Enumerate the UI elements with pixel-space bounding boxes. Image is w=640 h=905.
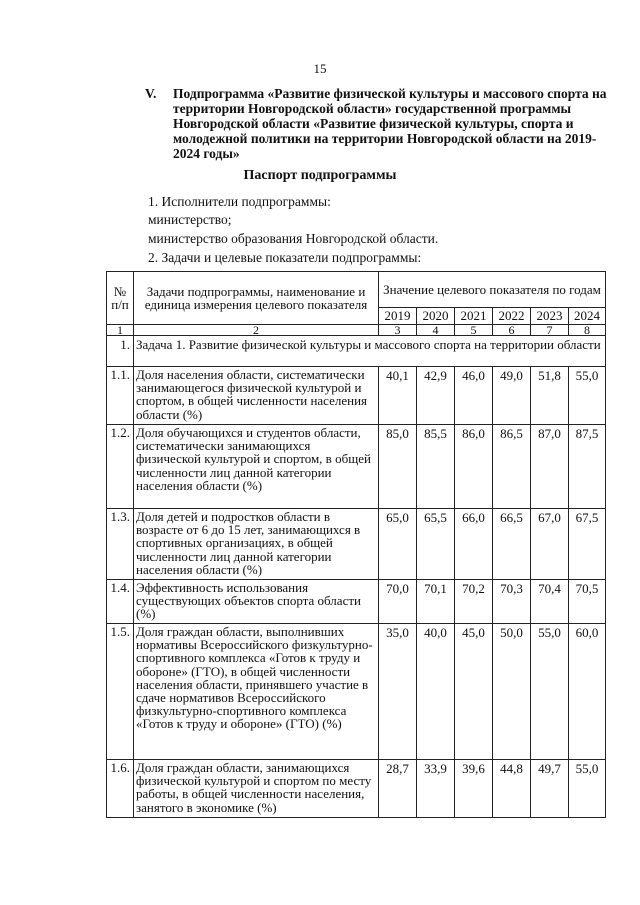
table-row (107, 580, 606, 624)
row-value: 65,0 (379, 509, 417, 580)
row-value: 55,0 (531, 624, 569, 760)
table-row (107, 624, 606, 760)
header-num: № п/п (107, 272, 134, 325)
column-index: 7 (531, 325, 569, 336)
row-value: 67,5 (569, 509, 606, 580)
row-text: Доля граждан области, занимающихся физической культурой и спортом по месту работы, в общей численности населения, занятого в экономике (%) (134, 760, 379, 818)
passport-title: Паспорт подпрограммы (243, 168, 397, 183)
header-year: 2021 (455, 308, 493, 325)
section-number: V. (145, 86, 157, 101)
row-value: 70,2 (455, 580, 493, 624)
header-value: Значение целевого показателя по годам (379, 272, 606, 308)
row-text: Доля обучающихся и студентов области, систематически занимающихся физической культурой и спортом, в общей численности лиц данной категории населения области (%) (134, 425, 379, 509)
row-value: 87,0 (531, 425, 569, 509)
header-year: 2023 (531, 308, 569, 325)
row-value: 28,7 (379, 760, 417, 818)
row-value: 70,3 (493, 580, 531, 624)
section-heading (145, 86, 610, 161)
row-text: Доля граждан области, выполнивших нормативы Всероссийского физкультурно-спортивного комплекса «Готов к труду и обороне» (ГТО), в общей численности населения области, принявшего участие в сдаче нормативов Всероссийского физкультурно-спортивного комплекса «Готов к труду и обороне» (ГТО) (%) (134, 624, 379, 760)
column-index: 4 (417, 325, 455, 336)
table-row (107, 367, 606, 425)
row-value: 35,0 (379, 624, 417, 760)
row-num: 1.1. (107, 367, 134, 425)
executor-ministry: министерство; (148, 212, 232, 227)
row-num: 1.6. (107, 760, 134, 818)
row-value: 55,0 (569, 760, 606, 818)
row-text: Доля населения области, систематически занимающегося физической культурой и спортом, в общей численности населения области (%) (134, 367, 379, 425)
row-value: 86,0 (455, 425, 493, 509)
row-text: Эффективность использования существующих объектов спорта области (%) (134, 580, 379, 624)
column-index: 2 (134, 325, 379, 336)
row-value: 33,9 (417, 760, 455, 818)
row-value: 42,9 (417, 367, 455, 425)
header-year: 2019 (379, 308, 417, 325)
row-value: 46,0 (455, 367, 493, 425)
row-value: 44,8 (493, 760, 531, 818)
row-value: 65,5 (417, 509, 455, 580)
indicators-table (106, 271, 606, 818)
row-num: 1.3. (107, 509, 134, 580)
column-index: 5 (455, 325, 493, 336)
row-value: 66,5 (493, 509, 531, 580)
row-value: 67,0 (531, 509, 569, 580)
row-value: 66,0 (455, 509, 493, 580)
row-num: 1.2. (107, 425, 134, 509)
column-index: 3 (379, 325, 417, 336)
section-title: Подпрограмма «Развитие физической культуры и массового спорта на территории Новгородской области» государственной программы Новгородской области «Развитие физической культуры, спорта и молодежной политики на территории Новгородской области на 2019-2024 годы» (173, 86, 607, 161)
row-text: Доля детей и подростков области в возрасте от 6 до 15 лет, занимающихся в спортивных организациях, в общей численности лиц данной категории населения области (%) (134, 509, 379, 580)
task-num: 1. (107, 336, 134, 367)
row-value: 45,0 (455, 624, 493, 760)
header-year: 2024 (569, 308, 606, 325)
header-year: 2020 (417, 308, 455, 325)
page-number: 15 (313, 61, 327, 76)
row-value: 51,8 (531, 367, 569, 425)
row-value: 40,0 (417, 624, 455, 760)
tasks-label: 2. Задачи и целевые показатели подпрограммы: (148, 250, 422, 265)
table-row (107, 760, 606, 818)
row-value: 50,0 (493, 624, 531, 760)
task-text: Задача 1. Развитие физической культуры и массового спорта на территории области (134, 336, 606, 367)
task-row (107, 336, 606, 367)
row-num: 1.4. (107, 580, 134, 624)
row-value: 70,5 (569, 580, 606, 624)
table-row (107, 509, 606, 580)
row-value: 70,0 (379, 580, 417, 624)
row-value: 86,5 (493, 425, 531, 509)
column-index: 1 (107, 325, 134, 336)
row-value: 85,0 (379, 425, 417, 509)
table-row (107, 425, 606, 509)
row-value: 70,4 (531, 580, 569, 624)
row-value: 60,0 (569, 624, 606, 760)
row-value: 55,0 (569, 367, 606, 425)
row-value: 49,0 (493, 367, 531, 425)
row-value: 85,5 (417, 425, 455, 509)
row-value: 40,1 (379, 367, 417, 425)
header-year: 2022 (493, 308, 531, 325)
row-num: 1.5. (107, 624, 134, 760)
column-index: 8 (569, 325, 606, 336)
row-value: 39,6 (455, 760, 493, 818)
executors-label: 1. Исполнители подпрограммы: (148, 194, 331, 209)
row-value: 87,5 (569, 425, 606, 509)
header-task: Задачи подпрограммы, наименование и единица измерения целевого показателя (134, 272, 379, 325)
row-value: 49,7 (531, 760, 569, 818)
row-value: 70,1 (417, 580, 455, 624)
executor-education-ministry: министерство образования Новгородской области. (148, 231, 439, 246)
column-index: 6 (493, 325, 531, 336)
